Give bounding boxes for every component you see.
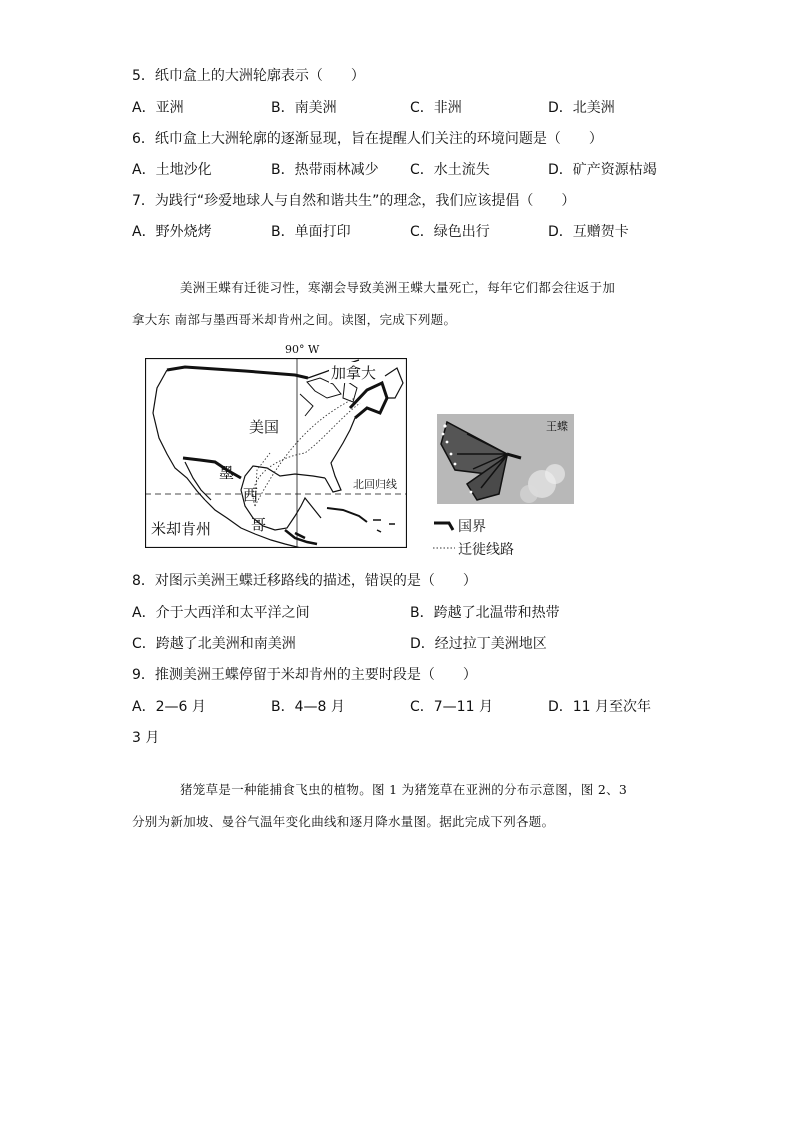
q7-option-d[interactable]: D．互赠贺卡 xyxy=(548,224,629,240)
legend-route: 迁徙线路 xyxy=(458,542,514,558)
border-legend-icon xyxy=(433,520,455,532)
label-mexico-3: 哥 xyxy=(251,516,267,534)
label-mexico-1: 墨 xyxy=(219,464,235,482)
q7-option-b[interactable]: B．单面打印 xyxy=(271,224,351,240)
q8-stem: 8．对图示美洲王蝶迁移路线的描述，错误的是（ ） xyxy=(132,573,477,589)
q7-option-a[interactable]: A．野外烧烤 xyxy=(132,224,212,240)
q9-option-b[interactable]: B．4—8 月 xyxy=(271,699,345,715)
label-michoacan: 米却肯州 xyxy=(151,520,212,538)
q6-option-d[interactable]: D．矿产资源枯竭 xyxy=(548,162,657,178)
label-butterfly: 王蝶 xyxy=(546,420,568,433)
meridian-label: 90° W xyxy=(285,343,320,356)
q8-option-b[interactable]: B．跨越了北温带和热带 xyxy=(410,605,560,621)
label-canada: 加拿大 xyxy=(331,364,377,382)
q9-stem: 9．推测美洲王蝶停留于米却肯州的主要时段是（ ） xyxy=(132,667,477,683)
label-usa: 美国 xyxy=(249,418,280,436)
q7-option-c[interactable]: C．绿色出行 xyxy=(410,224,490,240)
route-legend-icon xyxy=(433,546,455,550)
q8-option-d[interactable]: D．经过拉丁美洲地区 xyxy=(410,636,547,652)
passage2-line1: 猪笼草是一种能捕食飞虫的植物。图 1 为猪笼草在亚洲的分布示意图，图 2、3 xyxy=(180,782,628,797)
q6-stem: 6．纸巾盒上大洲轮廓的逐渐显现，旨在提醒人们关注的环境问题是（ ） xyxy=(132,131,603,147)
q6-option-c[interactable]: C．水土流失 xyxy=(410,162,490,178)
passage1-line1: 美洲王蝶有迁徙习性，寒潮会导致美洲王蝶大量死亡，每年它们都会往返于加 xyxy=(180,280,616,295)
q5-option-d[interactable]: D．北美洲 xyxy=(548,100,615,116)
q9-option-d[interactable]: D．11 月至次年 xyxy=(548,699,652,715)
q6-option-a[interactable]: A．土地沙化 xyxy=(132,162,212,178)
migration-map xyxy=(145,358,407,548)
q6-option-b[interactable]: B．热带雨林减少 xyxy=(271,162,379,178)
label-mexico-2: 西 xyxy=(243,486,259,504)
q8-option-a[interactable]: A．介于大西洋和太平洋之间 xyxy=(132,605,310,621)
q9-option-a[interactable]: A．2—6 月 xyxy=(132,699,206,715)
q5-stem: 5．纸巾盒上的大洲轮廓表示（ ） xyxy=(132,68,365,84)
q5-option-a[interactable]: A．亚洲 xyxy=(132,100,184,116)
q7-stem: 7．为践行“珍爱地球人与自然和谐共生”的理念，我们应该提倡（ ） xyxy=(132,193,576,209)
passage1-line2: 拿大东 南部与墨西哥米却肯州之间。读图，完成下列题。 xyxy=(132,312,457,327)
passage2-line2: 分别为新加坡、曼谷气温年变化曲线和逐月降水量图。据此完成下列各题。 xyxy=(132,814,555,829)
q5-option-c[interactable]: C．非洲 xyxy=(410,100,462,116)
butterfly-photo xyxy=(437,414,574,504)
q9-option-d-continuation: 3 月 xyxy=(132,730,160,746)
label-tropic: 北回归线 xyxy=(353,478,397,491)
legend-border: 国界 xyxy=(458,519,486,535)
q5-option-b[interactable]: B．南美洲 xyxy=(271,100,337,116)
q8-option-c[interactable]: C．跨越了北美洲和南美洲 xyxy=(132,636,296,652)
q9-option-c[interactable]: C．7—11 月 xyxy=(410,699,493,715)
